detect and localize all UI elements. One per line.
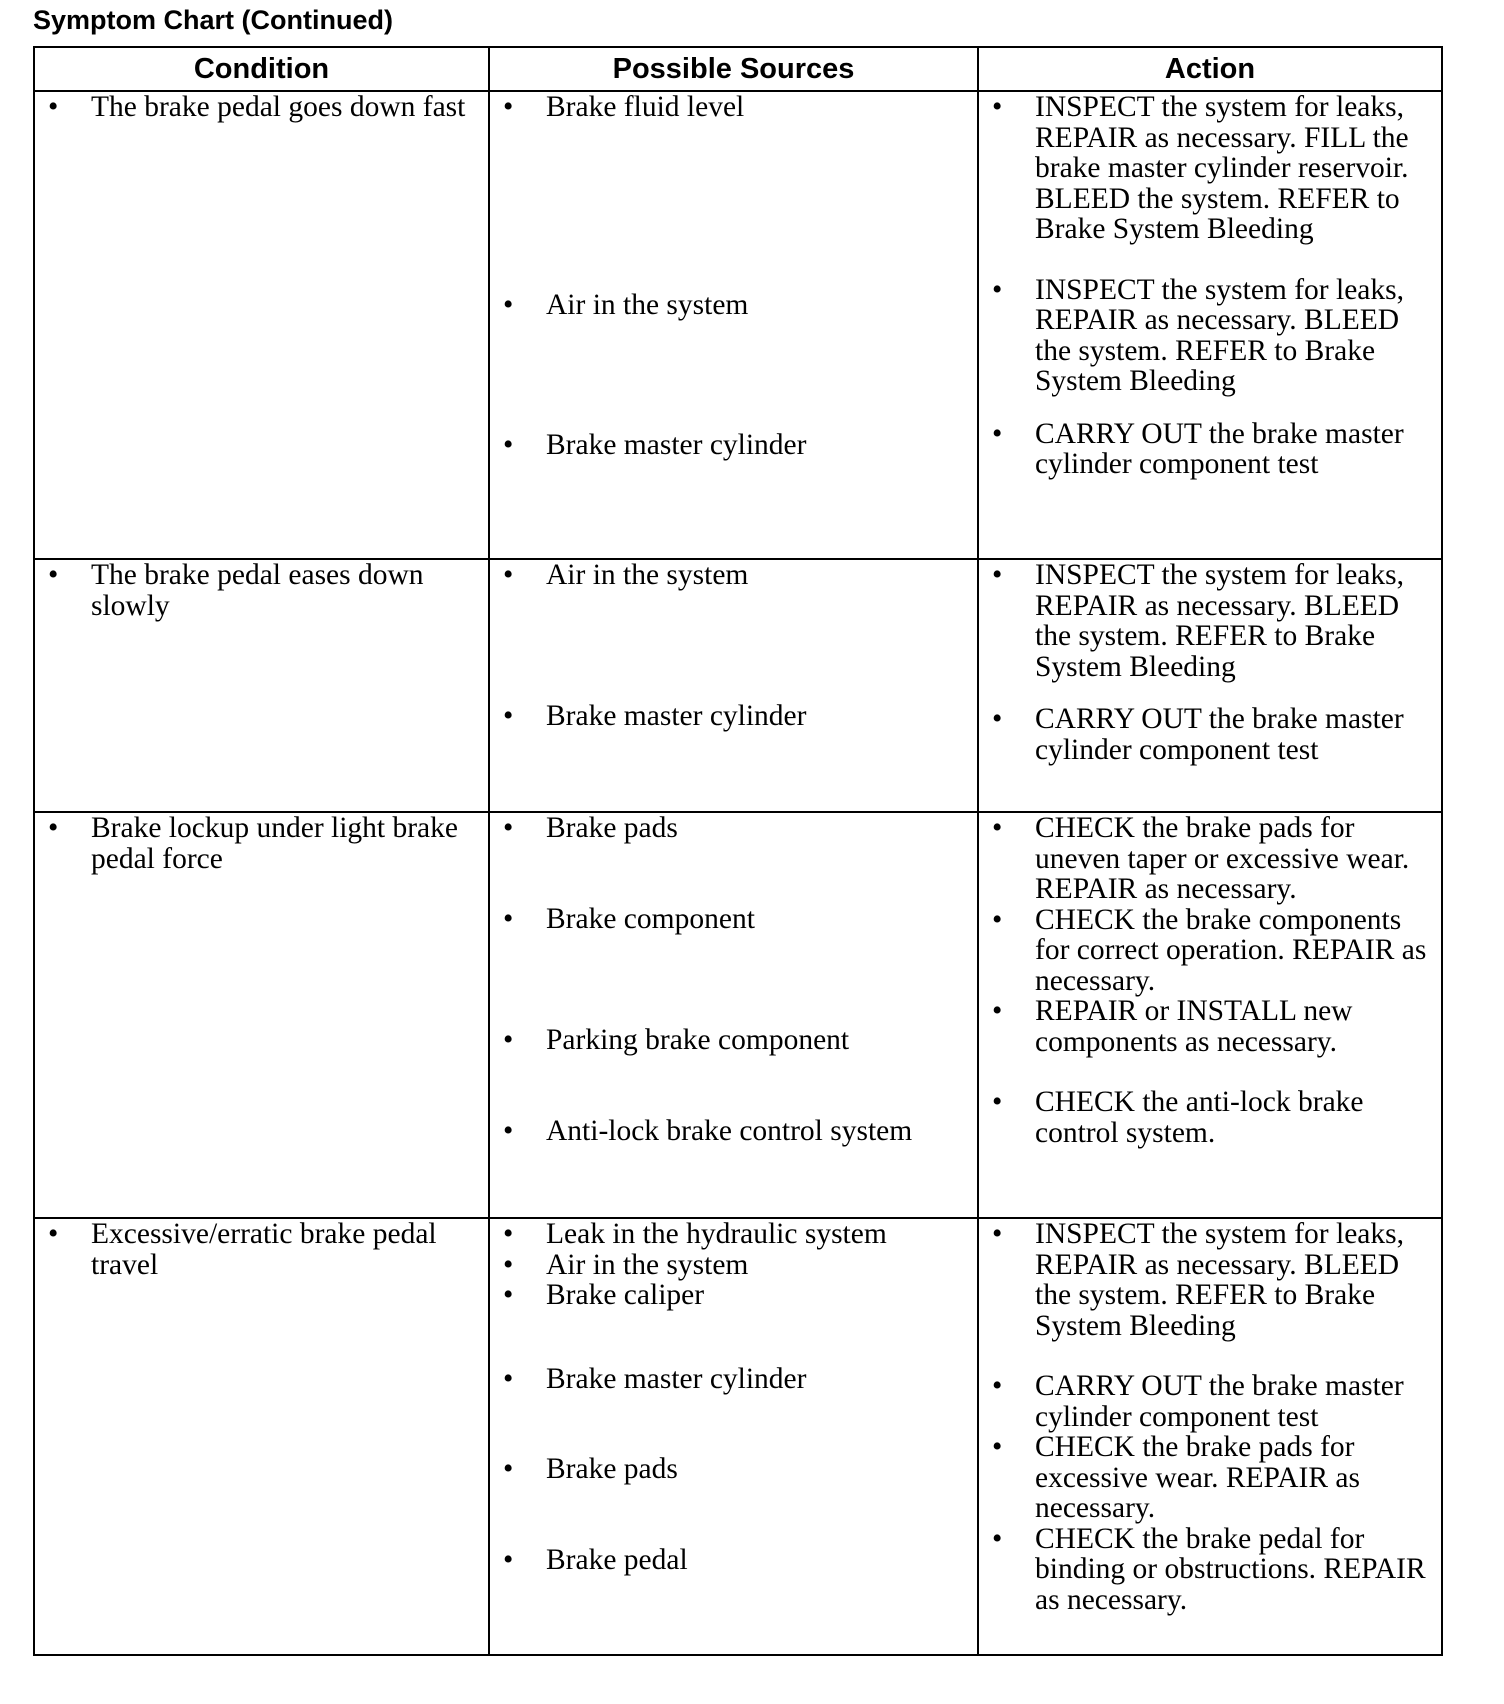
source-item: • Brake fluid level (503, 91, 745, 123)
sources-cell (489, 812, 978, 1218)
bullet-icon: • (503, 559, 514, 591)
action-item: • CHECK the brake components for correct operation. REPAIR as necessary. (992, 903, 1427, 997)
source-item: • Air in the system (503, 288, 749, 321)
column-header-possible-sources: Possible Sources (489, 47, 978, 91)
action-item: • INSPECT the system for leaks, REPAIR as necessary. BLEED the system. REFER to Brake System Bleeding (992, 1218, 1404, 1342)
source-item: • Brake component (503, 902, 755, 935)
bullet-icon: • (503, 1024, 514, 1056)
table-header-row (34, 47, 1442, 91)
sources-cell (489, 91, 978, 559)
column-header-action: Action (978, 47, 1442, 91)
page-title: Symptom Chart (Continued) (33, 5, 393, 35)
action-item: • INSPECT the system for leaks, REPAIR as necessary. FILL the brake master cylinder reservoir. BLEED the system. REFER to Brake System Bleeding (992, 91, 1409, 245)
table-row (34, 812, 1442, 1218)
bullet-icon: • (992, 91, 1003, 123)
source-item: • Air in the system (503, 559, 749, 591)
bullet-icon: • (503, 812, 514, 844)
sources-cell (489, 1218, 978, 1655)
bullet-icon: • (992, 1086, 1003, 1118)
table-row (34, 1218, 1442, 1655)
action-item: • CHECK the brake pads for uneven taper or excessive wear. REPAIR as necessary. (992, 812, 1410, 905)
action-item: • CHECK the brake pedal for binding or obstructions. REPAIR as necessary. (992, 1522, 1426, 1616)
condition-item: • The brake pedal goes down fast (48, 91, 466, 123)
action-item: • CHECK the anti-lock brake control system. (992, 1086, 1364, 1149)
condition-cell (34, 1218, 489, 1655)
source-item: • Brake master cylinder (503, 699, 807, 732)
action-item: • CARRY OUT the brake master cylinder component test (992, 703, 1404, 766)
bullet-icon: • (48, 812, 59, 844)
source-item: • Brake master cylinder (503, 1362, 807, 1395)
bullet-icon: • (503, 1114, 514, 1147)
bullet-icon: • (992, 812, 1003, 844)
bullet-icon: • (992, 1218, 1003, 1250)
bullet-icon: • (503, 429, 514, 461)
source-item: • Leak in the hydraulic system (503, 1218, 887, 1250)
symptom-chart-table (33, 46, 1443, 1656)
action-item: • CARRY OUT the brake master cylinder component test (992, 1370, 1404, 1433)
source-item: • Parking brake component (503, 1024, 850, 1056)
source-item: • Brake pads (503, 1453, 678, 1485)
table-row (34, 91, 1442, 559)
source-item: • Brake pedal (503, 1543, 688, 1576)
condition-cell (34, 91, 489, 559)
bullet-icon: • (992, 903, 1003, 936)
condition-item: • Brake lockup under light brake pedal force (48, 812, 458, 875)
action-item: • CHECK the brake pads for excessive wear. REPAIR as necessary. (992, 1431, 1360, 1524)
bullet-icon: • (48, 91, 59, 123)
bullet-icon: • (503, 1279, 514, 1311)
bullet-icon: • (503, 699, 514, 732)
condition-item: • The brake pedal eases down slowly (48, 559, 424, 622)
bullet-icon: • (503, 1218, 514, 1250)
action-item: • REPAIR or INSTALL new components as necessary. (992, 995, 1353, 1058)
action-item: • CARRY OUT the brake master cylinder component test (992, 417, 1404, 480)
source-item: • Brake pads (503, 812, 678, 844)
bullet-icon: • (503, 288, 514, 321)
bullet-icon: • (992, 1370, 1003, 1402)
action-item: • INSPECT the system for leaks, REPAIR as necessary. BLEED the system. REFER to Brake System Bleeding (992, 273, 1404, 397)
source-item: • Brake caliper (503, 1279, 705, 1311)
bullet-icon: • (992, 559, 1003, 591)
bullet-icon: • (503, 91, 514, 123)
bullet-icon: • (992, 273, 1003, 306)
bullet-icon: • (992, 417, 1003, 450)
bullet-icon: • (503, 1248, 514, 1281)
action-cell (978, 1218, 1442, 1655)
bullet-icon: • (48, 559, 59, 591)
source-item: • Brake master cylinder (503, 429, 807, 461)
source-item: • Anti-lock brake control system (503, 1114, 913, 1147)
bullet-icon: • (992, 1522, 1003, 1555)
bullet-icon: • (48, 1218, 59, 1250)
bullet-icon: • (503, 902, 514, 935)
bullet-icon: • (992, 703, 1003, 735)
condition-cell (34, 559, 489, 812)
action-cell (978, 812, 1442, 1218)
bullet-icon: • (992, 995, 1003, 1027)
condition-cell (34, 812, 489, 1218)
source-item: • Air in the system (503, 1248, 749, 1281)
action-cell (978, 91, 1442, 559)
bullet-icon: • (503, 1543, 514, 1576)
action-item: • INSPECT the system for leaks, REPAIR as necessary. BLEED the system. REFER to Brake System Bleeding (992, 559, 1404, 683)
condition-item: • Excessive/erratic brake pedal travel (48, 1218, 437, 1281)
bullet-icon: • (992, 1431, 1003, 1463)
bullet-icon: • (503, 1453, 514, 1485)
table-row (34, 559, 1442, 812)
action-cell (978, 559, 1442, 812)
sources-cell (489, 559, 978, 812)
column-header-condition: Condition (34, 47, 489, 91)
bullet-icon: • (503, 1362, 514, 1395)
